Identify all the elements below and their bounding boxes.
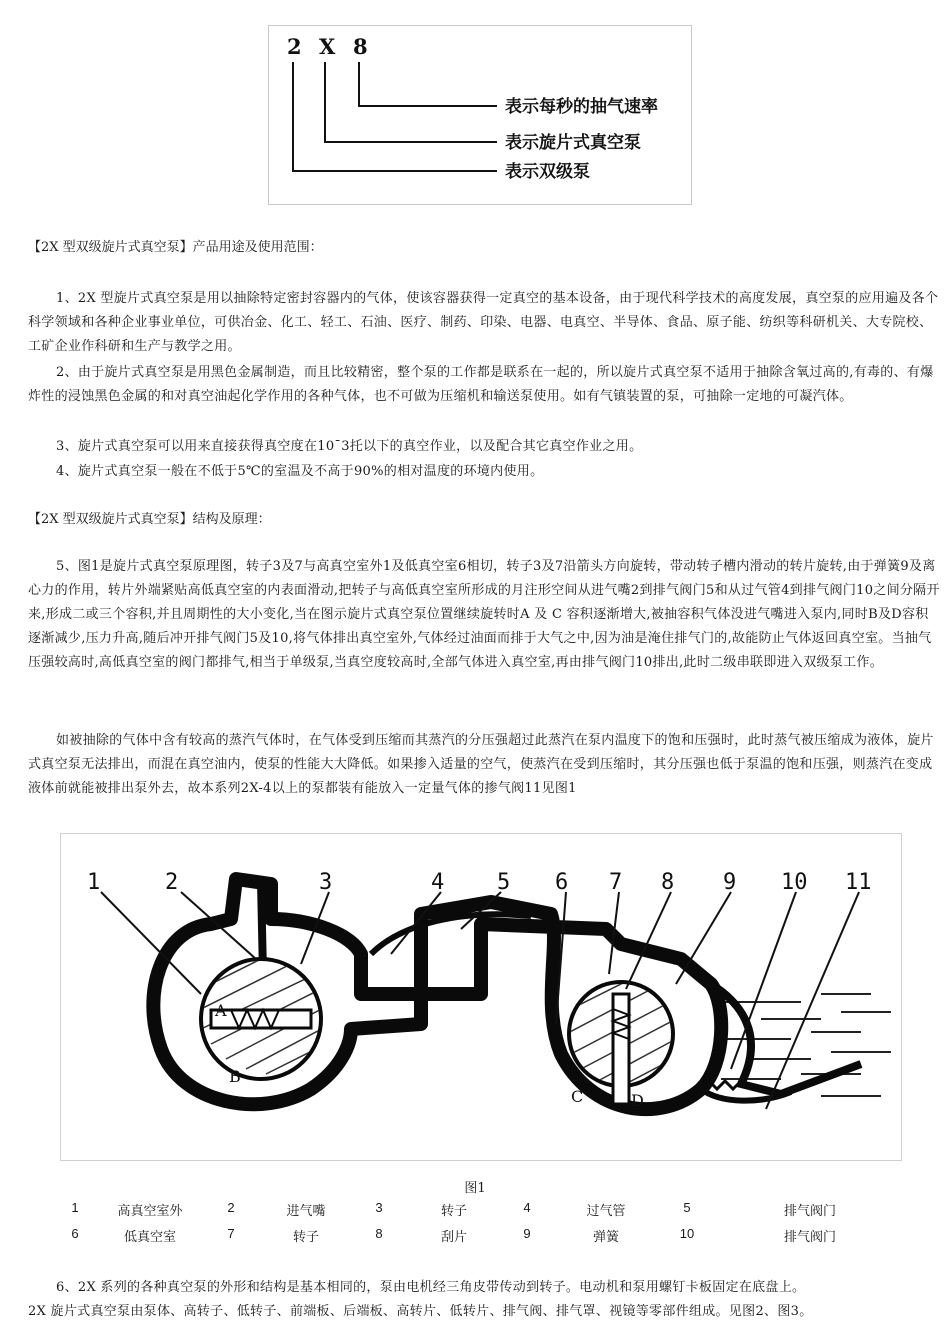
usage-heading: 【2X 型双级旋片式真空泵】产品用途及使用范围： (28, 240, 323, 255)
legend-num: 10 (679, 1226, 695, 1241)
cavity-letter-b: B (229, 1067, 241, 1086)
callout-2: 2 (165, 870, 179, 895)
leader-line-twostage (293, 62, 497, 171)
legend-row-1 (0, 1200, 950, 1224)
high-rotor (191, 944, 331, 1079)
leader-line-rotary (325, 62, 497, 142)
code-letter-8: 8 (353, 34, 368, 59)
legend-term: 转子 (440, 1204, 467, 1219)
legend-num: 6 (71, 1226, 79, 1241)
callout-6: 6 (555, 870, 569, 895)
callout-1: 1 (87, 870, 101, 895)
pump-diagram-svg (61, 834, 901, 1160)
legend-term: 低真空室 (123, 1230, 176, 1245)
legend-term: 排气阀门 (783, 1230, 836, 1245)
callout-3: 3 (319, 870, 333, 895)
model-code-diagram (268, 25, 692, 205)
legend-term: 弹簧 (592, 1230, 619, 1245)
closing-paragraph-6: 6、2X 系列的各种真空泵的外形和结构是基本相同的，泵由电机经三角皮带传动到转子。电动机和泵用螺钉卡板固定在底盘上。 (56, 1280, 806, 1295)
usage-paragraph-2: 2、由于旋片式真空泵是用黑色金属制造，而且比较精密，整个泵的工作都是联系在一起的，所以旋片式真空泵不适用于抽除含氧过高的,有毒的、有爆炸性的浸蚀黑色金属的和对真空油起化学作用的各种气体，也不可做为压缩机和输送泵使用。如有气镇装置的泵，可抽除一定地的可凝汽体。 (28, 365, 934, 404)
legend-num: 2 (227, 1200, 235, 1215)
callout-10: 10 (781, 870, 808, 895)
figure-1-caption: 图1 (464, 1181, 486, 1196)
structure-heading: 【2X 型双级旋片式真空泵】结构及原理： (28, 512, 271, 527)
legend-num: 9 (523, 1226, 531, 1241)
legend-term: 转子 (292, 1230, 319, 1245)
code-letter-x: X (319, 34, 336, 59)
legend-term: 过气管 (586, 1204, 626, 1219)
legend-num: 4 (523, 1200, 531, 1215)
closing-paragraph-components: 2X 旋片式真空泵由泵体、高转子、低转子、前端板、后端板、高转片、低转片、排气阀、排气罩、视镜等零部件组成。见图2、图3。 (28, 1304, 813, 1319)
legend-term: 刮片 (440, 1230, 467, 1245)
legend-num: 8 (375, 1226, 383, 1241)
cavity-letter-d: D (631, 1091, 644, 1110)
callout-11: 11 (845, 870, 872, 895)
structure-paragraph-5: 5、图1是旋片式真空泵原理图，转子3及7与高真空室外1及低真空室6相切，转子3及7沿箭头方向旋转，带动转子槽内滑动的转片旋转,由于弹簧9及离心力的作用，转片外端紧贴高低真空室的内表面滑动,把转子与高低真空室所形成的月注形空间从进气嘴2到排气阀门5和从过气管4到排气阀门10之间分隔开来,形成二或三个容积,并且周期性的大小变化,当在图示旋片式真空泵位置继续旋转时A 及 C 容积逐渐增大,被抽容积气体没进气嘴进入泵内,同时B及D容积逐渐减少,压力升高,随后冲开排气阀门5及10,将气体排出真空室外,气体经过油面而排于大气之中,因为油是淹住排气门的,故能防止气体返回真空室。当抽气压强较高时,高低真空室的阀门都排气,相当于单级泵,当真空度较高时,全部气体进入真空室,再由排气阀门10排出,此时二级串联即进入双级泵工作。 (28, 559, 940, 670)
legend-num: 5 (683, 1200, 691, 1215)
code-letter-2: 2 (287, 34, 302, 59)
callout-8: 8 (661, 870, 675, 895)
model-code-svg (269, 26, 691, 204)
callout-7: 7 (609, 870, 623, 895)
code-label-twostage: 表示双级泵 (505, 162, 590, 182)
legend-term: 排气阀门 (783, 1204, 836, 1219)
usage-paragraph-1: 1、2X 型旋片式真空泵是用以抽除特定密封容器内的气体，使该容器获得一定真空的基本设备，由于现代科学技术的高度发展，真空泵的应用遍及各个科学领域和各种企业事业单位，可供冶金、化工、轻工、石油、医疗、制药、印染、电器、电真空、半导体、食品、原子能、纺织等科研机关、大专院校、工矿企业作科研和生产与教学之用。 (28, 291, 939, 354)
cavity-letter-c: C (571, 1087, 584, 1106)
structure-paragraph-6: 如被抽除的气体中含有较高的蒸汽气体时，在气体受到压缩而其蒸汽的分压强超过此蒸汽在泵内温度下的饱和压强时，此时蒸气被压缩成为液体，旋片式真空泵无法排出，而混在真空油内，使泵的性能大大降低。如果掺入适量的空气，使蒸汽在受到压缩时，其分压强也低于泵温的饱和压强，则蒸汽在变成液体前就能被排出泵外去，故本系列2X-4以上的泵都装有能放入一定量气体的掺气阀11见图1 (28, 733, 934, 796)
legend-num: 7 (227, 1226, 235, 1241)
usage-paragraph-3: 3、旋片式真空泵可以用来直接获得真空度在10ˉ3托以下的真空作业，以及配合其它真空作业之用。 (56, 439, 643, 454)
cavity-letter-a: A (215, 1001, 227, 1020)
callout-9: 9 (723, 870, 737, 895)
legend-num: 1 (71, 1200, 79, 1215)
code-label-speed: 表示每秒的抽气速率 (505, 97, 658, 117)
callout-5: 5 (497, 870, 511, 895)
usage-paragraph-4: 4、旋片式真空泵一般在不低于5℃的室温及不高于90%的相对温度的环境内使用。 (56, 464, 544, 479)
legend-term: 进气嘴 (286, 1204, 326, 1219)
callout-4: 4 (431, 870, 445, 895)
legend-term: 高真空室外 (117, 1204, 183, 1219)
figure-1-pump-diagram (60, 833, 902, 1161)
legend-num: 3 (375, 1200, 383, 1215)
legend-row-2 (0, 1226, 950, 1250)
leader-line-speed (359, 62, 497, 106)
code-label-rotary: 表示旋片式真空泵 (505, 133, 641, 153)
